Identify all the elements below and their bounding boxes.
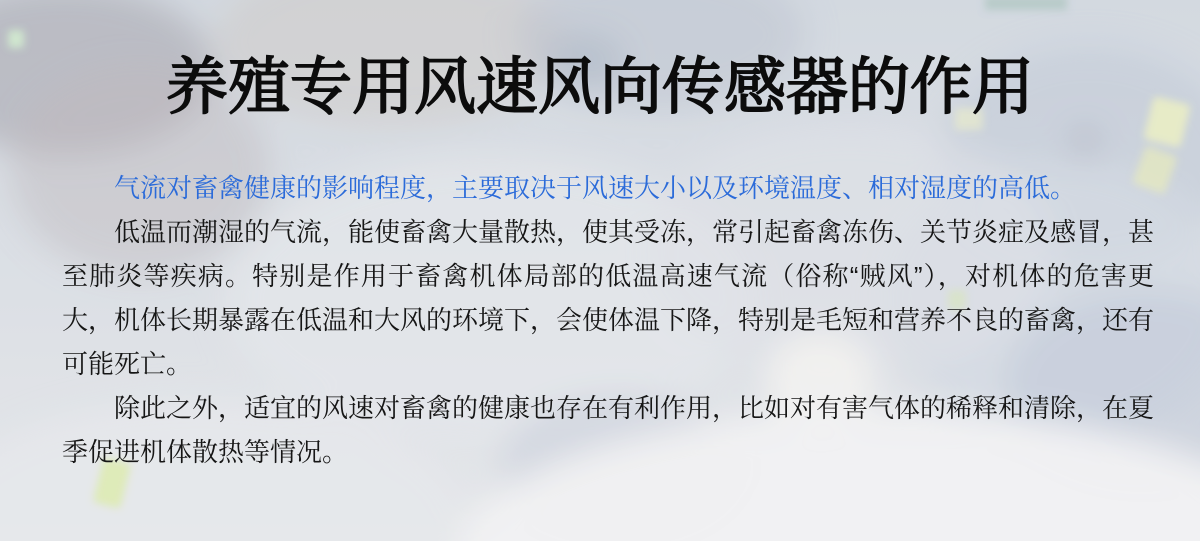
- body-paragraph-1: 低温而潮湿的气流，能使畜禽大量散热，使其受冻，常引起畜禽冻伤、关节炎症及感冒，甚至肺炎等疾病。特别是作用于畜禽机体局部的低温高速气流（俗称“贼风”），对机体的危害更大，机体长期暴露在低温和大风的环境下，会使体温下降，特别是毛短和营养不良的畜禽，还有可能死亡。: [62, 217, 1155, 379]
- article-body: [62, 166, 1154, 474]
- body-paragraph-2: 除此之外，适宜的风速对畜禽的健康也存在有利作用，比如对有害气体的稀释和清除，在夏季促进机体散热等情况。: [62, 393, 1155, 467]
- intro-highlight-paragraph: 气流对畜禽健康的影响程度，主要取决于风速大小以及环境温度、相对湿度的高低。: [114, 173, 1077, 203]
- page-title: 养殖专用风速风向传感器的作用: [165, 53, 1034, 122]
